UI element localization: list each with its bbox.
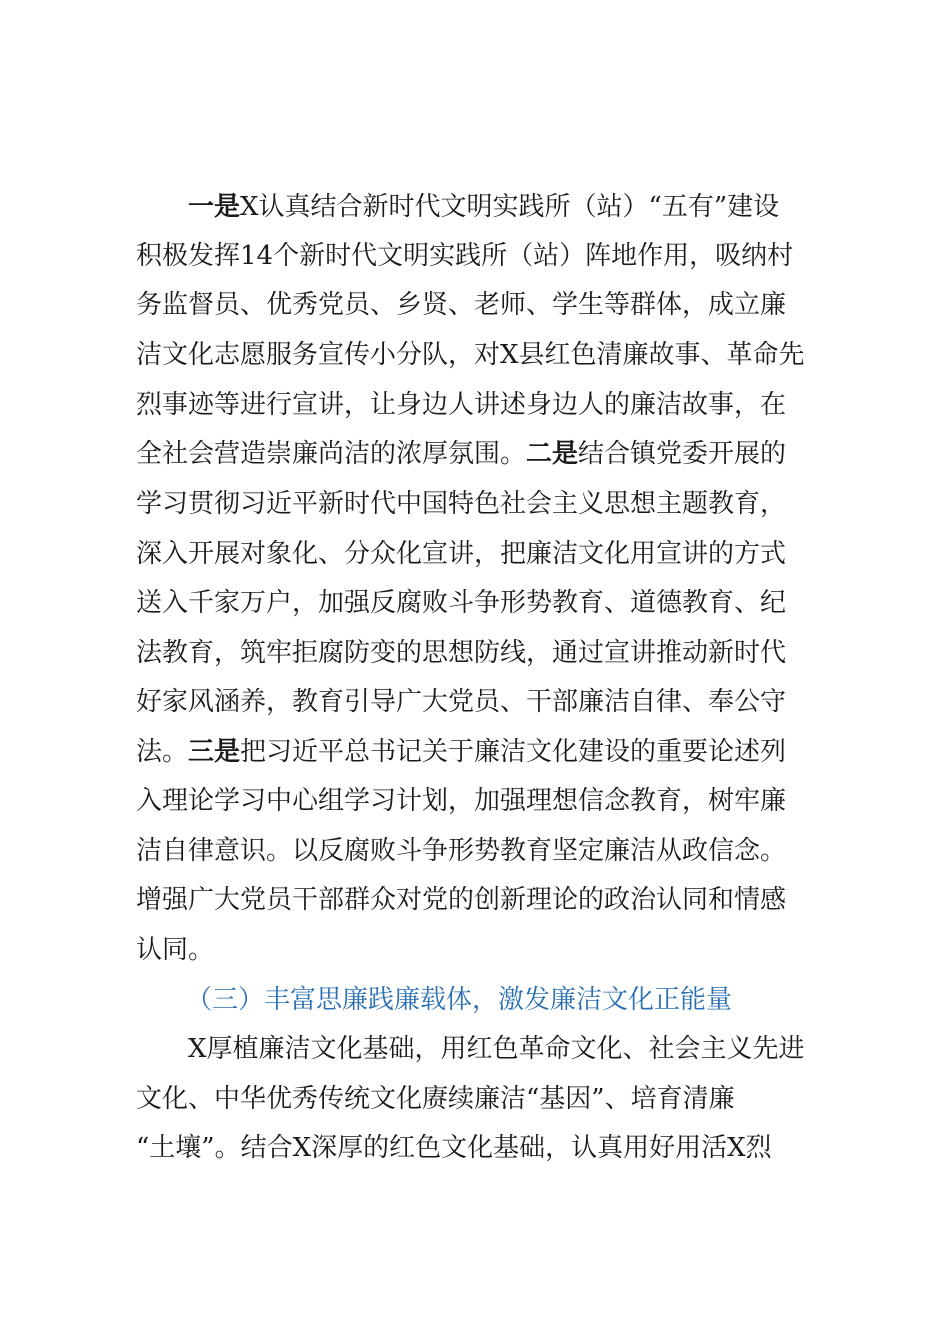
text-run: 法教育，筑牢拒腐防变的思想防线，通过宣讲推动新时代 [136, 638, 787, 668]
p2-line [136, 1075, 846, 1124]
p1-line [136, 381, 846, 430]
text-run: X认真结合新时代文明实践所（站）“五有”建设 [240, 192, 780, 222]
text-run: 文化、中华优秀传统文化赓续廉洁“基因”、培育清廉 [136, 1084, 735, 1114]
p1-line [188, 183, 844, 232]
emphasis-label: 二是 [526, 439, 579, 469]
p1-line [136, 827, 846, 876]
p1-line [136, 678, 846, 727]
p1-line [136, 579, 846, 628]
p1-line [136, 876, 846, 925]
text-run: 结合镇党委开展的 [578, 439, 787, 469]
text-run: 好家风涵养，教育引导广大党员、干部廉洁自律、奉公守 [136, 687, 787, 717]
p1-line [136, 232, 846, 281]
text-run: X厚植廉洁文化基础，用红色革命文化、社会主义先进 [188, 1034, 805, 1064]
p1-line [136, 926, 846, 975]
emphasis-label: 一是 [188, 192, 241, 222]
p1-line [136, 331, 846, 380]
text-run: 增强广大党员干部群众对党的创新理论的政治认同和情感 [136, 885, 787, 915]
p1-line [136, 629, 846, 678]
p2-line [188, 1025, 844, 1074]
text-run: “土壤”。结合X深厚的红色文化基础，认真用好用活X烈 [136, 1133, 772, 1163]
text-run: 入理论学习中心组学习计划，加强理想信念教育，树牢廉 [136, 786, 787, 816]
emphasis-label: 三是 [188, 737, 241, 767]
text-run: 洁自律意识。以反腐败斗争形势教育坚定廉洁从政信念。 [136, 836, 787, 866]
p1-line [136, 777, 846, 826]
text-run: 送入千家万户，加强反腐败斗争形势教育、道德教育、纪 [136, 588, 787, 618]
p1-line [136, 480, 846, 529]
p1-line [136, 281, 846, 330]
text-run: 洁文化志愿服务宣传小分队，对X县红色清廉故事、革命先 [136, 340, 805, 370]
text-run: 烈事迹等进行宣讲，让身边人讲述身边人的廉洁故事，在 [136, 390, 787, 420]
p1-line [136, 728, 846, 777]
text-run: 深入开展对象化、分众化宣讲，把廉洁文化用宣讲的方式 [136, 539, 787, 569]
text-run: 把习近平总书记关于廉洁文化建设的重要论述列 [240, 737, 787, 767]
text-run: 认同。 [136, 935, 215, 965]
text-run: 全社会营造崇廉尚洁的浓厚氛围。 [136, 439, 527, 469]
text-run: 积极发挥14个新时代文明实践所（站）阵地作用，吸纳村 [136, 241, 794, 271]
p1-line [136, 530, 846, 579]
p1-line [136, 430, 846, 479]
text-run: 法。 [136, 737, 189, 767]
p2-line [136, 1124, 846, 1173]
section-heading: （三）丰富思廉践廉载体，激发廉洁文化正能量 [186, 985, 733, 1015]
text-run: 务监督员、优秀党员、乡贤、老师、学生等群体，成立廉 [136, 290, 787, 320]
text-run: 学习贯彻习近平新时代中国特色社会主义思想主题教育， [136, 489, 787, 519]
